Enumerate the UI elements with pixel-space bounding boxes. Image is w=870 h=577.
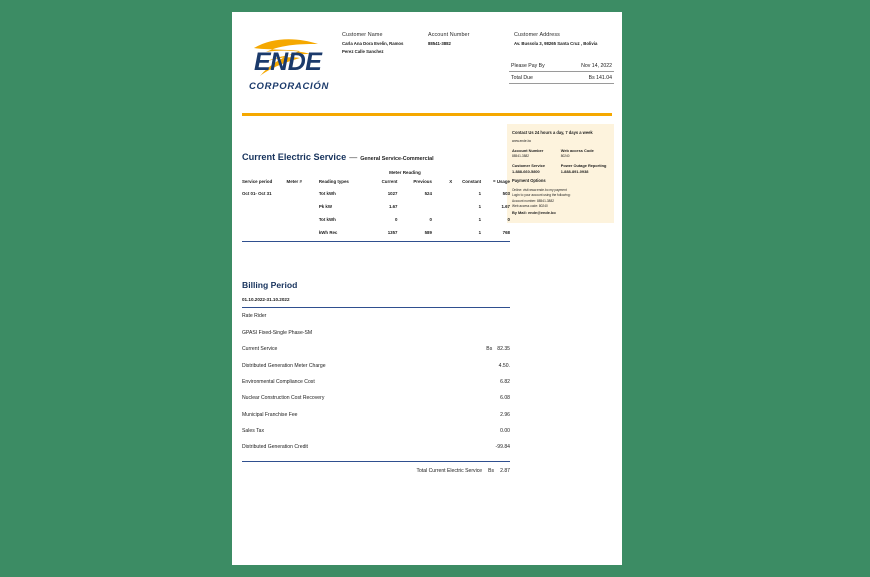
title-dash: —	[349, 153, 358, 162]
table-row	[242, 213, 510, 226]
gold-divider	[242, 113, 612, 116]
svg-text:ENDE: ENDE	[254, 48, 322, 76]
charge-row	[242, 357, 510, 373]
cell-current: 1357	[387, 230, 398, 235]
cell-previous	[398, 200, 432, 213]
charge-value: 6.08	[500, 395, 510, 402]
cell-meter	[287, 213, 319, 226]
col-meter: Meter #	[286, 179, 302, 184]
account-number-col	[428, 32, 502, 55]
rate-plan-label: GPASI Fixed-Single Phase-SM	[242, 329, 313, 336]
meter-reading-table	[242, 178, 510, 239]
charge-name: Current Service	[242, 346, 278, 353]
col-x: X	[449, 179, 453, 184]
ende-logo-mark	[248, 34, 348, 80]
pay-by-row	[509, 60, 614, 72]
charge-value: 2.96	[500, 411, 510, 418]
customer-name-label: Customer Name	[342, 32, 383, 38]
current-electric-service-section	[242, 152, 510, 242]
charge-amount	[494, 363, 510, 369]
charge-amount	[495, 379, 510, 385]
cell-reading-type: Tot kWh	[318, 191, 336, 196]
cell-service-period	[242, 226, 287, 239]
charge-name: Sales Tax	[242, 428, 264, 434]
charge-amount	[486, 346, 510, 352]
contact-panel	[507, 124, 614, 223]
account-web-values	[512, 154, 609, 160]
cell-service-period: Oct 01- Oct 31	[242, 191, 272, 196]
total-due-row	[509, 72, 614, 84]
cell-x	[432, 213, 452, 226]
col-service-period: Service period	[242, 179, 273, 184]
cell-current: 0	[395, 217, 398, 222]
customer-info	[342, 32, 600, 55]
charge-name: Municipal Franchise Fee	[242, 411, 298, 418]
cell-usage: 0	[507, 217, 510, 222]
section-title-subtitle: General Service-Commercial	[360, 156, 434, 162]
power-outage-phone[interactable]: 1-888-891-0938	[560, 169, 589, 175]
charge-row	[242, 374, 510, 390]
cell-x	[432, 226, 452, 239]
customer-address-col	[514, 32, 600, 55]
total-due-currency: Bs	[588, 74, 595, 81]
cell-meter	[287, 187, 319, 200]
cell-service-period	[242, 200, 287, 213]
pay-by-label: Please Pay By	[511, 62, 545, 69]
total-current-service-row	[242, 462, 510, 474]
cell-meter	[287, 200, 319, 213]
cell-meter	[287, 226, 319, 239]
charge-value: 82.35	[497, 346, 510, 353]
charge-amount	[491, 444, 510, 450]
meter-table-divider	[242, 241, 510, 242]
cell-usage: 503	[502, 191, 510, 196]
account-number-label: Account Number	[428, 32, 470, 38]
charge-amount	[495, 412, 510, 418]
meter-reading-label: Meter Reading	[389, 170, 421, 175]
charge-name: Environmental Compliance Cost	[242, 378, 315, 385]
rate-rider-label: Rate Rider	[242, 313, 267, 320]
cell-reading-type: Pk kW	[318, 204, 333, 209]
panel-account-number-label: Account Number	[512, 147, 544, 153]
total-due-amount: 141.04	[596, 74, 612, 81]
panel-web-access-label: Web access Code	[560, 147, 594, 153]
charge-row	[242, 390, 510, 406]
panel-web-access-value: 80240	[560, 153, 570, 158]
cell-x	[432, 187, 452, 200]
customer-name-value: Carla Ana Dora Evelin, Ramos Perez Calle Sanchez	[342, 41, 404, 54]
col-previous: Previous	[413, 179, 432, 184]
table-row	[242, 187, 510, 200]
total-amount: 2.87	[500, 467, 510, 474]
power-outage-label: Power Outage Reporting	[560, 163, 607, 169]
payment-line-2: Login to your account using the following:	[512, 193, 571, 198]
table-row	[242, 226, 510, 239]
total-due-label: Total Due	[511, 74, 533, 81]
charge-row	[242, 341, 510, 357]
charge-amount	[495, 395, 510, 401]
charge-value: -99.84	[495, 444, 510, 451]
charge-row	[242, 423, 510, 439]
payment-due-box	[509, 60, 614, 84]
payment-line-1: Online: visit www.ende.bo my payment	[512, 187, 567, 192]
customer-name-col	[342, 32, 416, 55]
contact-website[interactable]: www.ende.bo	[512, 139, 532, 144]
cell-service-period	[242, 213, 287, 226]
charge-row	[242, 439, 510, 455]
cell-reading-type: Tot kWh	[318, 217, 336, 222]
account-number-value: 88541-3882	[428, 41, 451, 46]
cell-previous: 589	[424, 230, 432, 235]
panel-account-number-value: 88541-3882	[512, 153, 530, 158]
cell-current: 1.67	[388, 204, 398, 209]
billing-period-section	[242, 280, 510, 474]
charge-name: Distributed Generation Meter Charge	[242, 362, 326, 369]
charge-row	[242, 406, 510, 422]
customer-service-phone[interactable]: 1-888-660-5800	[512, 169, 540, 175]
service-outage-labels	[512, 163, 609, 168]
total-label: Total Current Electric Service	[416, 467, 483, 474]
section-title	[242, 152, 510, 162]
cell-current: 1027	[387, 191, 398, 196]
total-currency: Bs	[488, 467, 495, 474]
charge-currency: Bs	[486, 346, 493, 353]
contact-heading: Contact Us 24 hours a day, 7 days a week	[512, 130, 593, 135]
rate-plan-row	[242, 325, 510, 341]
bill-header	[232, 12, 622, 112]
cell-usage: 768	[502, 230, 510, 235]
total-due-value	[589, 75, 612, 81]
charge-name: Distributed Generation Credit	[242, 444, 308, 451]
charge-name: Nuclear Construction Cost Recovery	[242, 395, 325, 402]
payment-line-4: Web access code: 80240	[512, 204, 548, 209]
col-reading-types: Reading types	[318, 179, 349, 184]
service-outage-phones	[512, 169, 609, 174]
customer-address-label: Customer Address	[514, 32, 560, 38]
cell-constant: 1	[478, 230, 482, 235]
cell-constant: 1	[478, 204, 482, 209]
charge-value: 0.00	[500, 428, 510, 434]
col-constant: Constant	[462, 179, 482, 184]
bill-document	[232, 12, 622, 565]
cell-constant: 1	[478, 191, 482, 196]
rate-rider-row	[242, 308, 510, 324]
charge-value: 6.82	[500, 378, 510, 385]
charge-amount	[495, 428, 510, 434]
cell-constant: 1	[478, 217, 482, 222]
section-title-main: Current Electric Service	[242, 152, 347, 162]
cell-x	[432, 200, 452, 213]
table-header-row	[242, 178, 510, 187]
billing-period-range: 01.10.2022-31.10.2022	[242, 297, 290, 302]
ende-logo	[248, 34, 348, 94]
table-row	[242, 200, 510, 213]
col-current: Current	[381, 179, 398, 184]
payment-options-label: Payment Options	[512, 178, 546, 184]
cell-previous: 524	[424, 191, 432, 196]
payment-line-3: Account number: 88541-3882	[512, 198, 554, 203]
cell-reading-type: kWh Rec	[318, 230, 338, 235]
account-web-labels	[512, 148, 609, 153]
pay-by-value: Nov 14, 2022	[581, 62, 612, 69]
customer-address-value: Av. Bussola 3, 98265 Santa Cruz , Bolivia	[514, 41, 598, 46]
cell-previous: 0	[429, 217, 432, 222]
logo-subtitle: CORPORACIÓN	[249, 81, 330, 92]
mail-line: By Mail: ende@ende.bo	[512, 210, 556, 216]
col-usage: = Usage	[493, 179, 510, 184]
billing-period-title: Billing Period	[242, 280, 298, 290]
customer-service-label: Customer Service	[512, 163, 546, 169]
cell-usage: 1.67	[501, 204, 510, 209]
charge-value: 4.50.	[498, 362, 510, 369]
